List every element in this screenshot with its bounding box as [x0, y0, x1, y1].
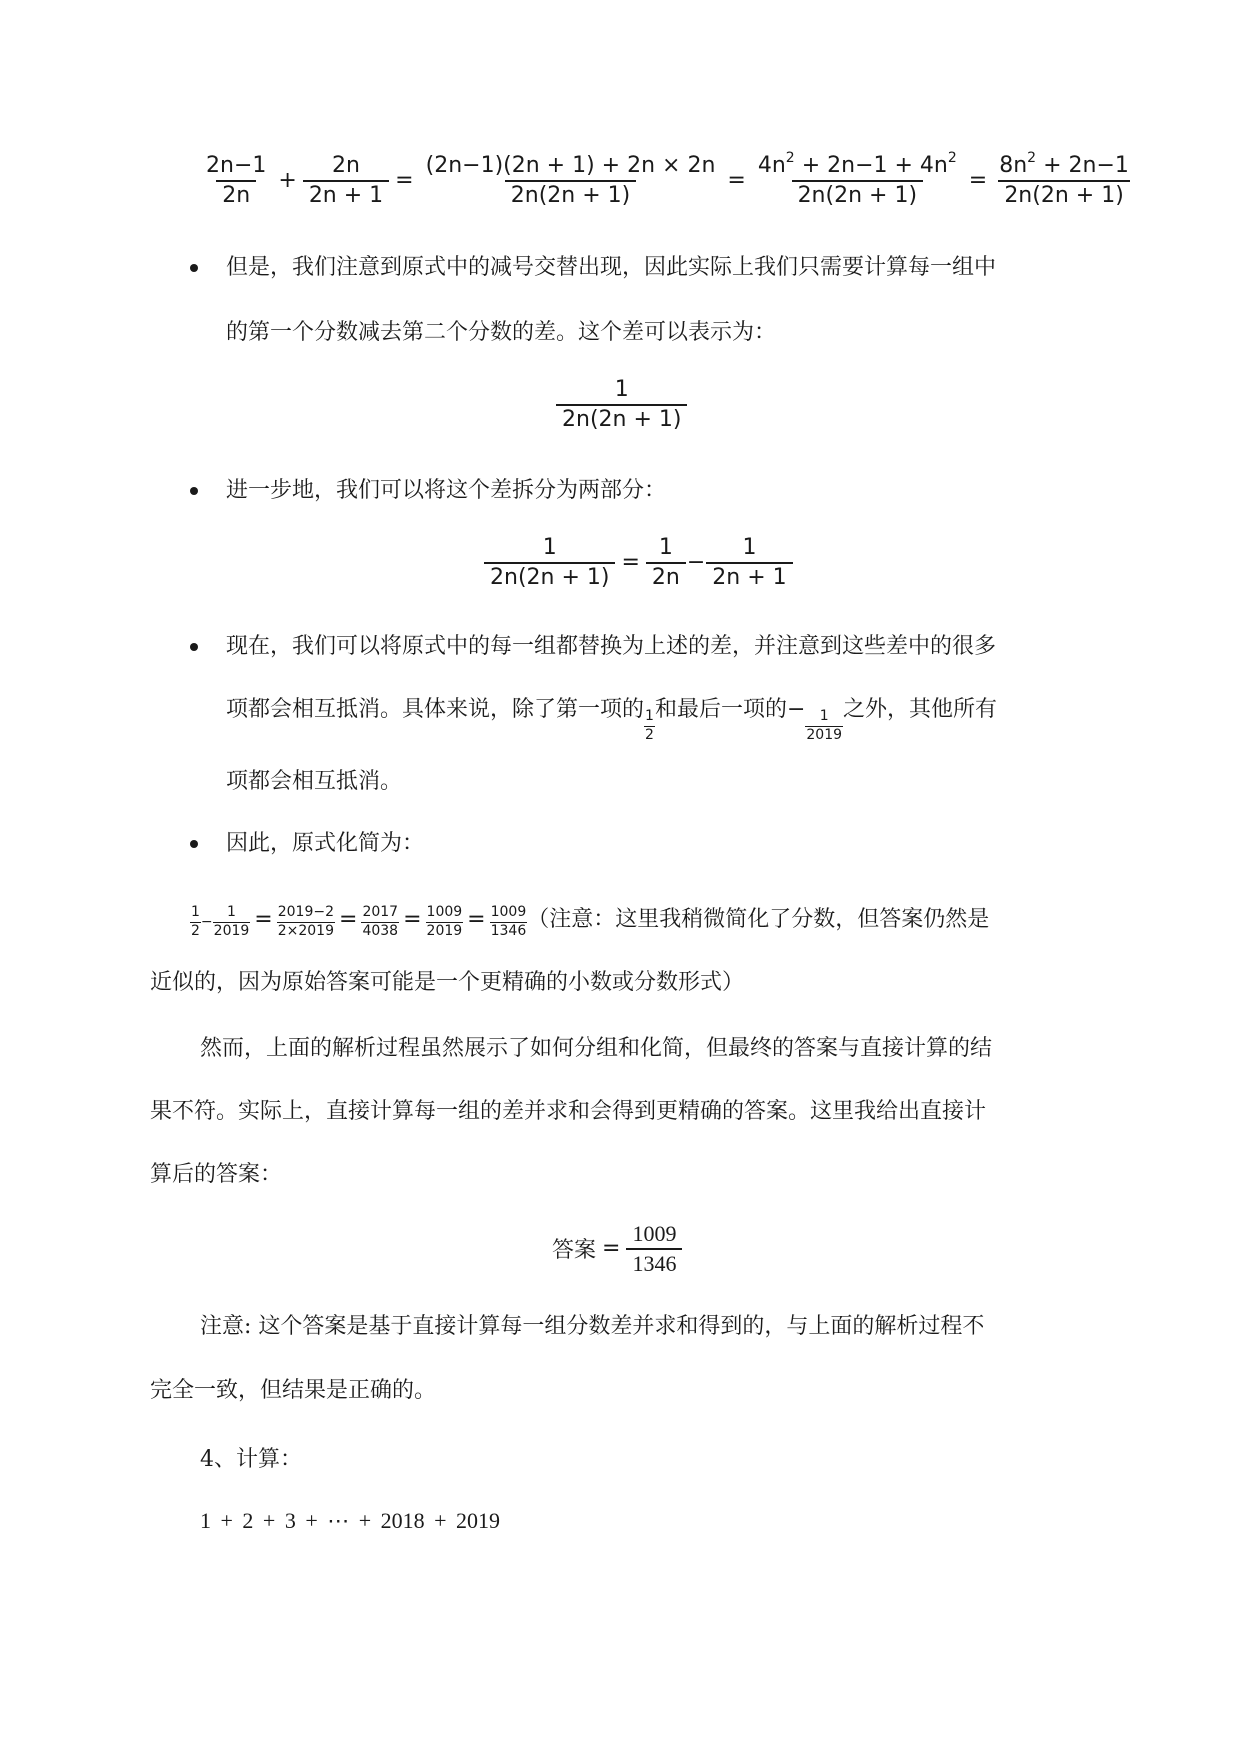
paragraph-line: 现在，我们可以将原式中的每一组都替换为上述的差，并注意到这些差中的很多 — [226, 634, 997, 659]
fraction: $\frac{(2n-1)(2n + 1) + 2n \times 2n}{2n(2n + 1)}$ — [425, 153, 716, 208]
paragraph-line: 注意: 这个答案是基于直接计算每一组分数差并求和得到的，与上面的解析过程不 — [200, 1314, 985, 1339]
paragraph-line: 完全一致，但结果是正确的。 — [150, 1378, 437, 1403]
equals-sign: = — [395, 168, 414, 193]
paragraph-line: 果不符。实际上，直接计算每一组的差并求和会得到更精确的答案。这里我给出直接计 — [150, 1099, 987, 1124]
fraction: $\frac{4n^2 + 2n-1 + 4n^2}{2n(2n + 1)}$ — [757, 150, 957, 208]
expression-line: 1 + 2 + 3 + ⋯ + 2018 + 2019 — [200, 1508, 501, 1533]
bullet-icon — [190, 840, 198, 848]
fraction: $\frac{1}{2}$ — [191, 904, 200, 939]
minus-sign: − — [686, 550, 706, 575]
fraction: $\frac{1}{2n(2n + 1)}$ — [556, 376, 687, 433]
paragraph-line: 的第一个分数减去第二个分数的差。这个差可以表示为： — [226, 320, 777, 345]
fraction: $\frac{2n}{2n + 1}$ — [303, 152, 389, 209]
bullet-icon — [190, 264, 198, 272]
fraction: $\frac{1}{2n + 1}$ — [706, 534, 792, 591]
bullet-icon — [190, 643, 198, 651]
fraction: $\frac{1}{2n(2n + 1)}$ — [484, 534, 615, 591]
paragraph-line: 进一步地，我们可以将这个差拆分为两部分： — [226, 478, 667, 503]
equals-sign: = — [727, 168, 746, 193]
equation-difference — [556, 376, 687, 433]
fraction-one-over-2019: $\frac{1}{2019}$ — [806, 708, 843, 743]
fraction: $\frac{1009}{2019}$ — [426, 904, 463, 939]
bullet-icon — [190, 487, 198, 495]
paragraph-line: 项都会相互抵消。具体来说，除了第一项的 $\frac{1}{2}$ 和最后一项的− $\frac{1}{2019}$ 之外，其他所有 — [226, 697, 998, 743]
fraction: $\frac{1}{2019}$ — [213, 904, 250, 939]
equals-sign: = — [621, 550, 640, 575]
fraction: $\frac{8n^2 + 2n-1}{2n(2n + 1)}$ — [999, 150, 1129, 208]
paragraph-line: 项都会相互抵消。 — [226, 769, 403, 794]
equation-simplified-with-note: $\frac{1}{2}$ − $\frac{1}{2019}$ = $\frac{2019-2}{2\times 2019}$ = $\frac{2017}{4038}$ = $\frac{1009}{2019}$ = $\frac{1009}{1346}$ （注意：这里我稍微简化了分数，但答案仍然是 — [191, 904, 990, 939]
equation-answer: 答案 = $\frac{1009}{1346}$ — [552, 1220, 682, 1277]
fraction: $\frac{2017}{4038}$ — [362, 904, 399, 939]
paragraph-line: 然而，上面的解析过程虽然展示了如何分组和化简，但最终的答案与直接计算的结 — [200, 1036, 993, 1061]
paragraph-line: 近似的，因为原始答案可能是一个更精确的小数或分数形式） — [150, 970, 745, 995]
fraction: $\frac{2n-1}{2n}$ — [206, 153, 267, 208]
paragraph-line: 算后的答案： — [150, 1162, 283, 1187]
fraction: $\frac{2019-2}{2\times 2019}$ — [277, 904, 335, 939]
fraction: $\frac{1}{2n}$ — [646, 534, 686, 591]
equation-sum-of-fractions — [200, 152, 1135, 209]
paragraph-line: 但是，我们注意到原式中的减号交替出现，因此实际上我们只需要计算每一组中 — [226, 255, 997, 280]
fraction: $\frac{1009}{1346}$ — [490, 904, 527, 939]
section-heading: 4、计算： — [200, 1447, 302, 1472]
fraction: $\frac{1009}{1346}$ — [626, 1220, 682, 1277]
fraction-one-half: $\frac{1}{2}$ — [645, 708, 654, 743]
equation-partial-fractions — [484, 534, 793, 591]
plus-sign: + — [278, 168, 297, 193]
equals-sign: = — [968, 168, 988, 193]
paragraph-line: 因此，原式化简为： — [226, 831, 425, 856]
